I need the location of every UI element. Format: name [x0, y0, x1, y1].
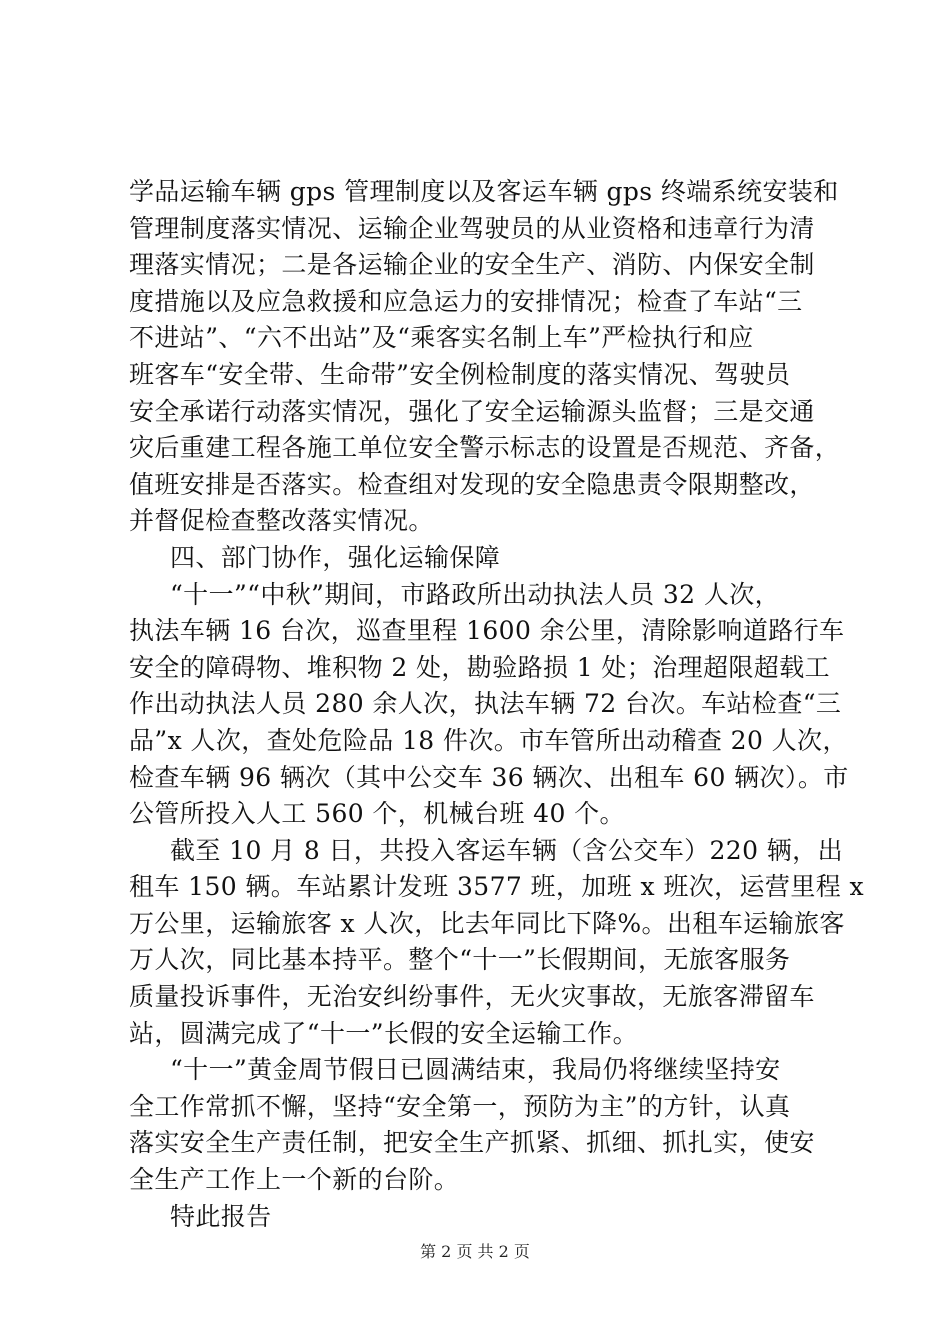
text-line: 公管所投入人工 560 个，机械台班 40 个。	[129, 799, 625, 829]
text-line: 作出动执法人员 280 余人次，执法车辆 72 台次。车站检查“三	[129, 689, 842, 719]
text-line: 不进站”、“六不出站”及“乘客实名制上车”严检执行和应	[129, 323, 754, 353]
text-line: 班客车“安全带、生命带”安全例检制度的落实情况、驾驶员	[129, 359, 791, 389]
page-footer: 第 2 页 共 2 页	[420, 1242, 530, 1261]
section-heading: 四、部门协作，强化运输保障	[170, 542, 501, 572]
text-line: 理落实情况；二是各运输企业的安全生产、消防、内保安全制	[129, 250, 815, 280]
text-line: 全工作常抓不懈，坚持“安全第一，预防为主”的方针，认真	[129, 1091, 791, 1121]
closing-line: 特此报告	[170, 1201, 272, 1231]
text-line: 租车 150 辆。车站累计发班 3577 班，加班 x 班次，运营里程 x	[129, 872, 864, 902]
text-line: 全生产工作上一个新的台阶。	[129, 1165, 460, 1195]
text-line: 执法车辆 16 台次，巡查里程 1600 余公里，清除影响道路行车	[129, 616, 845, 646]
document-body	[129, 174, 864, 1235]
text-line: 质量投诉事件，无治安纠纷事件，无火灾事故，无旅客滞留车	[129, 982, 815, 1012]
text-line: 管理制度落实情况、运输企业驾驶员的从业资格和违章行为清	[129, 213, 815, 243]
text-line: 学品运输车辆 gps 管理制度以及客运车辆 gps 终端系统安装和	[129, 177, 839, 206]
text-line: 度措施以及应急救援和应急运力的安排情况；检查了车站“三	[129, 286, 803, 316]
text-line: “十一”“中秋”期间，市路政所出动执法人员 32 人次，	[170, 579, 781, 609]
text-line: 值班安排是否落实。检查组对发现的安全隐患责令限期整改，	[129, 469, 815, 499]
text-line: 站，圆满完成了“十一”长假的安全运输工作。	[129, 1018, 638, 1048]
text-line: 截至 10 月 8 日，共投入客运车辆（含公交车）220 辆，出	[170, 835, 843, 865]
text-line: 品”x 人次，查处危险品 18 件次。市车管所出动稽查 20 人次，	[129, 725, 848, 755]
text-line: 安全承诺行动落实情况，强化了安全运输源头监督；三是交通	[129, 396, 815, 426]
text-line: 万公里，运输旅客 x 人次，比去年同比下降%。出租车运输旅客	[129, 908, 845, 938]
text-line: 安全的障碍物、堆积物 2 处，勘验路损 1 处；治理超限超载工	[129, 652, 831, 682]
text-line: 万人次，同比基本持平。整个“十一”长假期间，无旅客服务	[129, 945, 791, 975]
text-line: 灾后重建工程各施工单位安全警示标志的设置是否规范、齐备，	[129, 433, 841, 463]
text-line: 并督促检查整改落实情况。	[129, 506, 434, 536]
text-line: 检查车辆 96 辆次（其中公交车 36 辆次、出租车 60 辆次）。市	[129, 762, 849, 792]
text-line: 落实安全生产责任制，把安全生产抓紧、抓细、抓扎实，使安	[129, 1128, 815, 1158]
text-line: “十一”黄金周节假日已圆满结束，我局仍将继续坚持安	[170, 1055, 781, 1085]
